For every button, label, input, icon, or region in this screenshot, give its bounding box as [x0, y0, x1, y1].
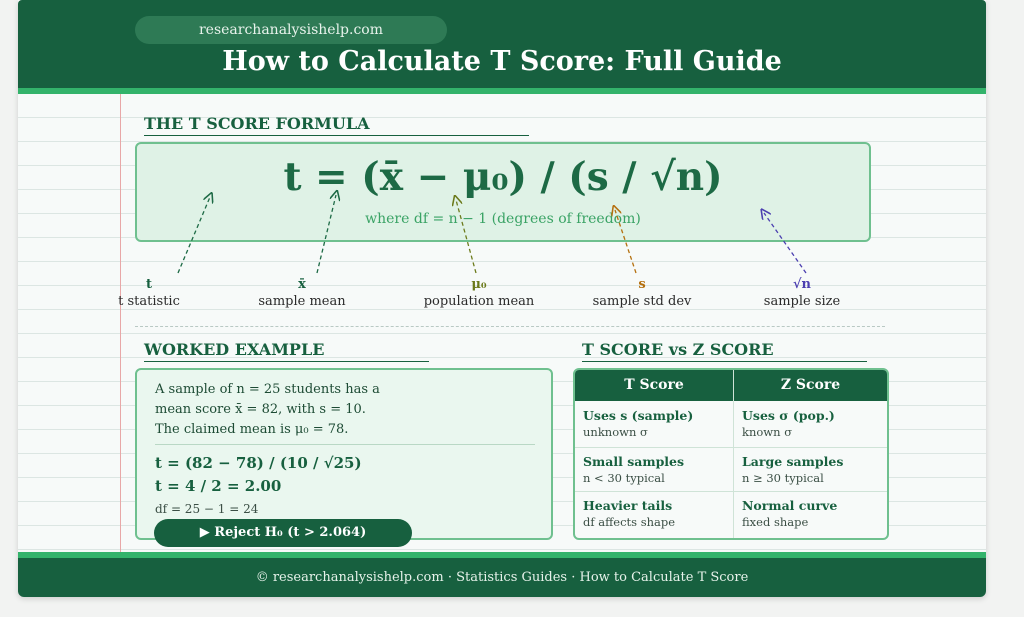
example-separator: [155, 444, 535, 445]
cell-detail: n ≥ 30 typical: [742, 471, 824, 485]
example-text-line: mean score x̄ = 82, with s = 10.: [155, 402, 366, 417]
table-cell: [734, 401, 887, 445]
footer: © researchanalysishelp.com · Statistics Guides · How to Calculate T Score: [18, 558, 986, 597]
cell-detail: unknown σ: [583, 425, 648, 439]
table-cell: [734, 447, 887, 491]
var-x-bar: [222, 277, 382, 310]
arrow-x-bar: [317, 195, 336, 273]
section-divider: [135, 326, 885, 327]
cell-detail: fixed shape: [742, 515, 809, 529]
t-vs-z-table: [573, 368, 889, 540]
var-mu0: [399, 277, 559, 310]
var-t: [69, 277, 229, 310]
var-symbol: x̄: [298, 277, 306, 292]
page-title: How to Calculate T Score: Full Guide: [222, 46, 782, 77]
var-symbol: μ₀: [471, 277, 487, 292]
example-text-line: A sample of n = 25 students has a: [155, 382, 380, 397]
cell-detail: df affects shape: [583, 515, 676, 529]
comparison-heading: T SCORE vs Z SCORE: [582, 340, 867, 362]
arrow-t: [178, 197, 210, 273]
cell-heading: Normal curve: [742, 498, 838, 513]
var-label: t statistic: [118, 294, 180, 309]
t-score-formula: t = (x̄ − μ₀) / (s / √n): [283, 154, 723, 200]
var-label: sample size: [763, 294, 841, 309]
formula-annotation-arrows: [18, 0, 986, 300]
reject-null-result-button[interactable]: ▶ Reject H₀ (t > 2.064): [154, 519, 412, 547]
degrees-of-freedom-calc: df = 25 − 1 = 24: [155, 502, 259, 516]
site-url-pill[interactable]: researchanalysishelp.com: [135, 16, 447, 44]
var-s: [562, 277, 722, 310]
var-symbol: s: [638, 277, 646, 292]
degrees-of-freedom-note: where df = n − 1 (degrees of freedom): [365, 211, 641, 227]
cell-detail: known σ: [742, 425, 793, 439]
table-header-t-score: T Score: [575, 370, 733, 401]
var-sqrt-n: [722, 277, 882, 310]
example-text-line: The claimed mean is μ₀ = 78.: [155, 422, 349, 437]
formula-heading: THE T SCORE FORMULA: [144, 114, 529, 136]
table-cell: [734, 491, 887, 535]
var-symbol: t: [145, 277, 152, 292]
calculation-step-1: t = (82 − 78) / (10 / √25): [155, 454, 362, 472]
cell-heading: Uses σ (pop.): [742, 408, 835, 423]
var-label: population mean: [423, 294, 535, 309]
var-label: sample std dev: [592, 294, 692, 309]
arrow-sqrt-n: [764, 213, 806, 273]
table-cell: [575, 401, 733, 445]
cell-heading: Large samples: [742, 454, 844, 469]
worked-example-heading: WORKED EXAMPLE: [144, 340, 429, 362]
var-symbol: √n: [793, 277, 811, 292]
cell-heading: Heavier tails: [583, 498, 673, 513]
cell-heading: Small samples: [583, 454, 685, 469]
arrow-s: [615, 210, 636, 273]
arrow-mu0: [456, 200, 476, 273]
worked-example-box: [135, 368, 553, 540]
cell-detail: n < 30 typical: [583, 471, 665, 485]
calculation-step-2: t = 4 / 2 = 2.00: [155, 477, 282, 495]
table-cell: [575, 447, 733, 491]
guide-card: [18, 0, 986, 597]
table-cell: [575, 491, 733, 535]
var-label: sample mean: [258, 294, 346, 309]
table-header-z-score: Z Score: [734, 370, 887, 401]
cell-heading: Uses s (sample): [583, 408, 694, 423]
